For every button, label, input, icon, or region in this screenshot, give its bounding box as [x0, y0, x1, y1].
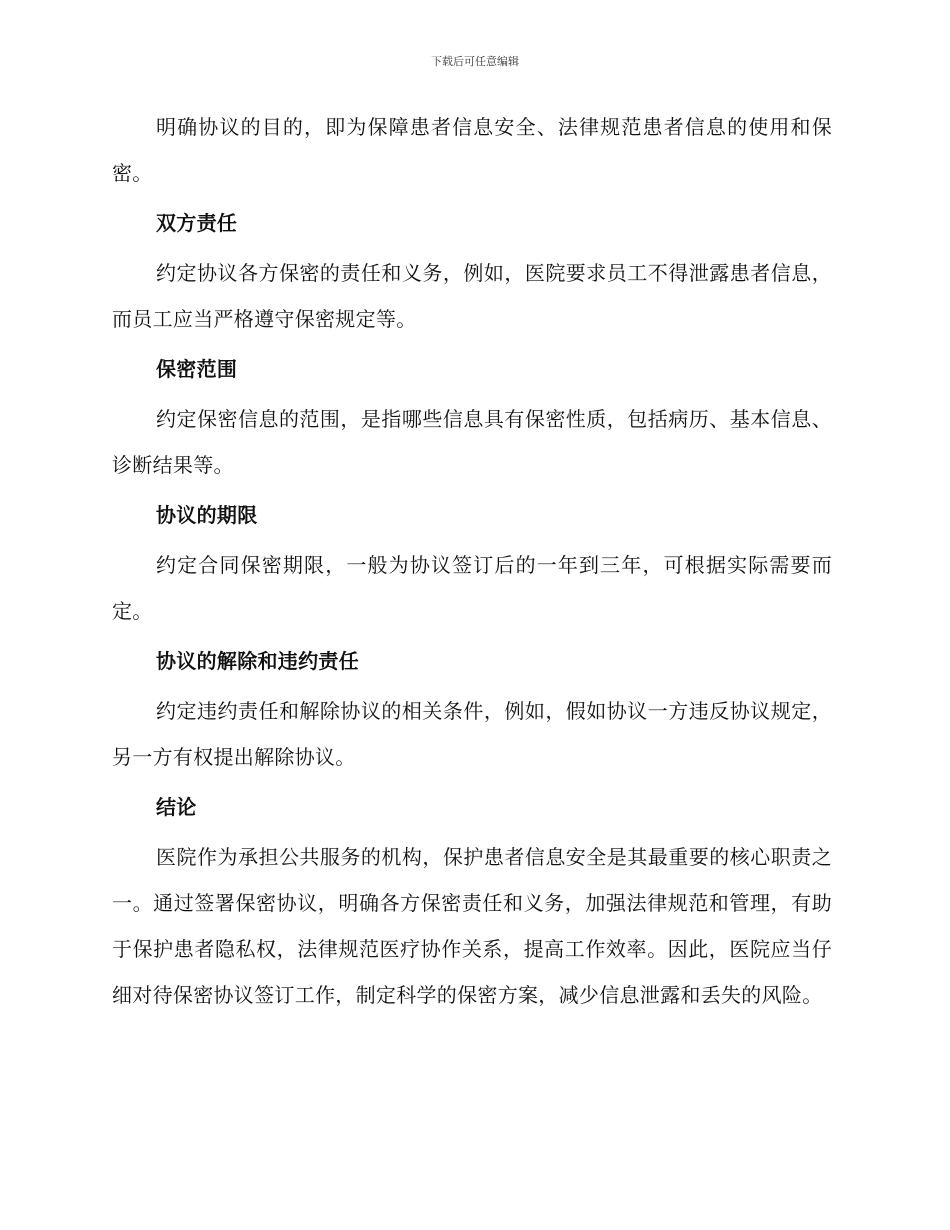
document-body	[112, 104, 832, 1018]
paragraph-termination: 约定违约责任和解除协议的相关条件，例如，假如协议一方违反协议规定，另一方有权提出解除协议。	[112, 699, 832, 769]
heading-mutual-responsibility: 双方责任	[156, 211, 238, 235]
paragraph-responsibility: 约定协议各方保密的责任和义务，例如，医院要求员工不得泄露患者信息，而员工应当严格遵守保密规定等。	[112, 261, 832, 331]
heading-agreement-term: 协议的期限	[156, 503, 258, 527]
heading-conclusion: 结论	[156, 795, 197, 819]
page-header: 下载后可任意编辑	[431, 55, 519, 68]
paragraph-term: 约定合同保密期限，一般为协议签订后的一年到三年，可根据实际需要而定。	[112, 553, 832, 623]
paragraph-conclusion: 医院作为承担公共服务的机构，保护患者信息安全是其最重要的核心职责之一。通过签署保密协议，明确各方保密责任和义务，加强法律规范和管理，有助于保护患者隐私权，法律规范医疗协作关系，提高工作效率。因此，医院应当仔细对待保密协议签订工作，制定科学的保密方案，减少信息泄露和丢失的风险。	[112, 845, 832, 1007]
heading-confidential-scope: 保密范围	[156, 357, 238, 381]
paragraph-scope: 约定保密信息的范围，是指哪些信息具有保密性质，包括病历、基本信息、诊断结果等。	[112, 407, 832, 477]
paragraph-purpose: 明确协议的目的，即为保障患者信息安全、法律规范患者信息的使用和保密。	[112, 115, 832, 185]
heading-termination-liability: 协议的解除和违约责任	[156, 649, 359, 673]
